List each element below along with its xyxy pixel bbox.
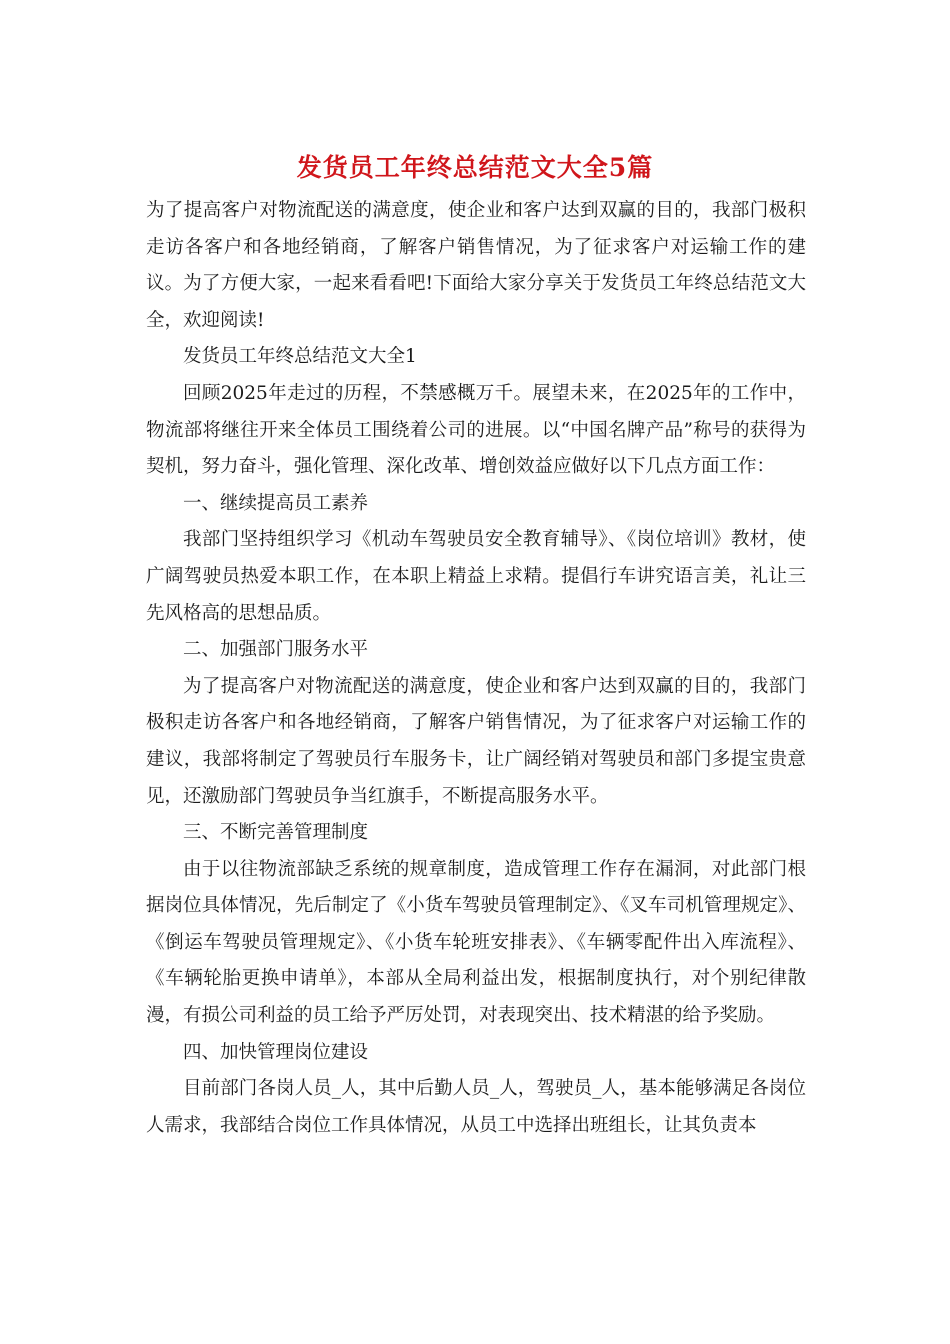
paragraph: 由于以往物流部缺乏系统的规章制度，造成管理工作存在漏洞，对此部门根据岗位具体情况，先后制定了《小货车驾驶员管理制定》、《叉车司机管理规定》、《倒运车驾驶员管理规定》、《小货车轮班安排表》、《车辆零配件出入库流程》、《车辆轮胎更换申请单》，本部从全局利益出发，根据制度执行，对个别纪律散漫，有损公司利益的员工给予严厉处罚，对表现突出、技术精湛的给予奖励。 [146, 858, 806, 1027]
paragraph: 三、不断完善管理制度 [183, 822, 369, 844]
paragraph: 回顾2025年走过的历程，不禁感概万千。展望未来，在2025年的工作中，物流部将继往开来全体员工围绕着公司的进展。以“中国名牌产品”称号的获得为契机，努力奋斗，强化管理、深化改革、增创效益应做好以下几点方面工作： [146, 382, 806, 478]
paragraph: 我部门坚持组织学习《机动车驾驶员安全教育辅导》、《岗位培训》教材，使广阔驾驶员热爱本职工作，在本职上精益上求精。提倡行车讲究语言美，礼让三先风格高的思想品质。 [146, 529, 806, 624]
paragraph: 为了提高客户对物流配送的满意度，使企业和客户达到双赢的目的，我部门极积走访各客户和各地经销商，了解客户销售情况，为了征求客户对运输工作的建议，我部将制定了驾驶员行车服务卡，让广阔经销对驾驶员和部门多提宝贵意见，还激励部门驾驶员争当红旗手，不断提高服务水平。 [146, 675, 806, 807]
paragraph: 目前部门各岗人员_人，其中后勤人员_人，驾驶员_人，基本能够满足各岗位人需求，我部结合岗位工作具体情况，从员工中选择出班组长，让其负责本 [146, 1078, 806, 1136]
document-body [146, 193, 806, 1144]
paragraph: 一、继续提高员工素养 [183, 492, 369, 514]
paragraph: 四、加快管理岗位建设 [183, 1041, 369, 1063]
paragraph: 为了提高客户对物流配送的满意度，使企业和客户达到双赢的目的，我部门极积走访各客户和各地经销商，了解客户销售情况，为了征求客户对运输工作的建议。为了方便大家，一起来看看吧!下面给大家分享关于发货员工年终总结范文大全，欢迎阅读! [146, 200, 807, 331]
document-title: 发货员工年终总结范文大全5篇 [296, 153, 654, 182]
paragraph: 二、加强部门服务水平 [183, 639, 369, 661]
paragraph: 发货员工年终总结范文大全1 [183, 346, 417, 368]
